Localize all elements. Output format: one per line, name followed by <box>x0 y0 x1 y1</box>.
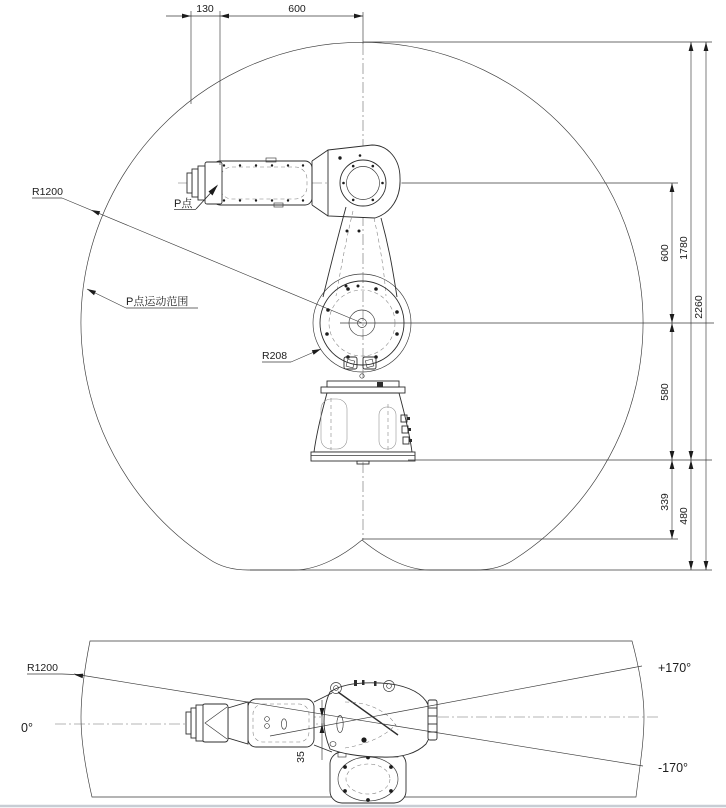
upper-arm-left-edge <box>323 207 346 297</box>
dim-480: 480 <box>678 507 690 525</box>
upper-arm-right-edge <box>381 218 397 297</box>
p-range-arrow <box>87 289 96 295</box>
shoulder-plate <box>321 387 405 393</box>
shoulder-step <box>327 381 399 387</box>
label-p-range: P点运动范围 <box>126 296 189 308</box>
flange-ring-1 <box>187 173 192 193</box>
label-plus-170: +170° <box>658 661 692 675</box>
r1200-leader-line <box>62 198 362 323</box>
dim-1780: 1780 <box>678 236 690 260</box>
label-r1200-lower: R1200 <box>27 662 58 674</box>
elbow-housing <box>328 145 400 218</box>
forearm-top <box>248 699 314 747</box>
dim-600-top: 600 <box>288 3 306 15</box>
dim-130: 130 <box>196 3 214 15</box>
base-plate <box>311 452 415 461</box>
plus170-ray <box>270 666 642 736</box>
wrist-neck <box>228 702 248 744</box>
upper-arm-inner-left <box>336 211 353 296</box>
label-r208: R208 <box>262 350 288 362</box>
robot-side-view <box>187 145 415 464</box>
top-dimensions <box>166 3 363 165</box>
dim-35: 35 <box>295 751 307 763</box>
wrist-block <box>205 162 222 204</box>
base-body <box>314 393 412 452</box>
dim-600-right: 600 <box>659 244 671 262</box>
r1200-leader-arrow <box>91 210 100 216</box>
dim-2260: 2260 <box>693 295 705 319</box>
upper-view <box>32 3 714 570</box>
dim-339: 339 <box>659 493 671 511</box>
label-p-point: P点 <box>174 198 193 210</box>
r208-arrow <box>312 349 321 355</box>
label-minus-170: -170° <box>658 761 689 775</box>
label-r1200-upper: R1200 <box>32 186 63 198</box>
lower-view <box>21 641 691 803</box>
dim-580: 580 <box>659 383 671 401</box>
label-zero-deg: 0° <box>21 721 33 735</box>
base-top <box>330 752 406 803</box>
shoulder-detail <box>377 382 383 387</box>
flange-ring-2 <box>192 169 198 197</box>
wrist-top <box>202 704 228 742</box>
flange-ring-3 <box>198 166 205 200</box>
